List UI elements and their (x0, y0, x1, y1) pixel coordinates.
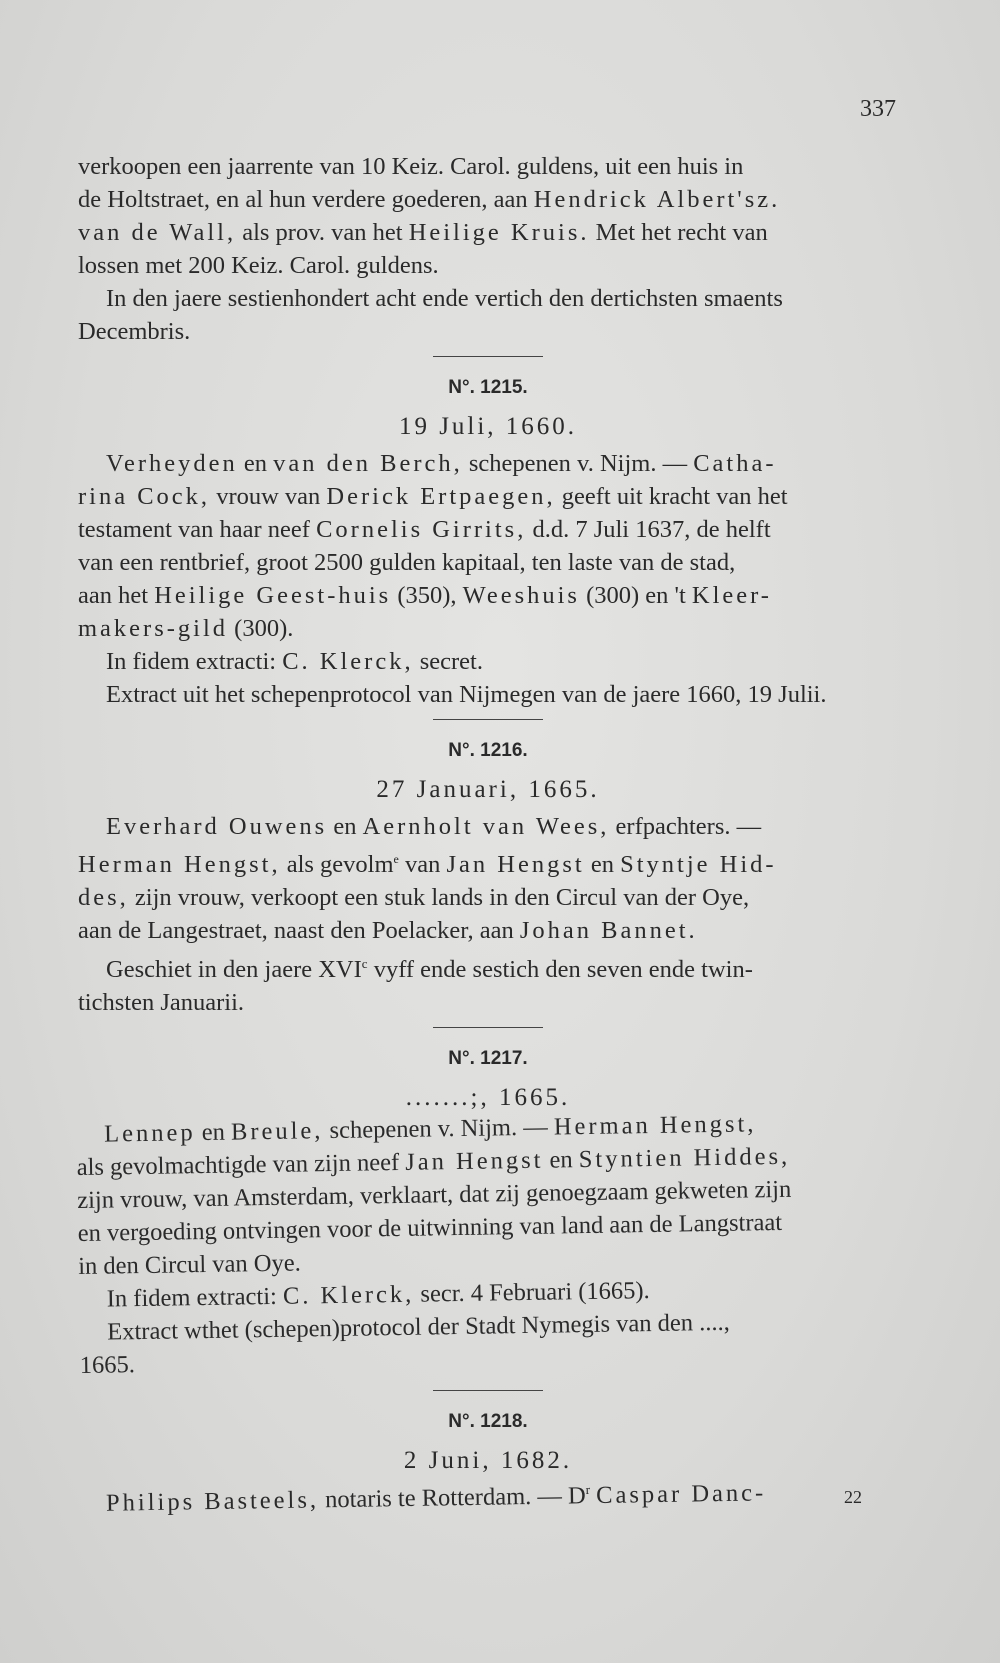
entry-line: tichsten Januarii. (78, 989, 245, 1017)
entry-line: Herman Hengst, als gevolm$^e$ van Jan Hengst en Styntje Hid- (78, 851, 777, 879)
entry-line: Extract uit het schepenprotocol van Nijmegen van de jaere 1660, 19 Julii. (106, 681, 827, 708)
section-divider (433, 1390, 543, 1391)
entry-date: 19 Juli, 1660. (398, 413, 578, 440)
entry-date: 2 Juni, 1682. (403, 1447, 573, 1475)
entry-line: In fidem extracti: C. Klerck, secr. 4 Februari (1665). (106, 1277, 650, 1313)
entry-line: Everhard Ouwens en Aernholt van Wees, erfpachters. — (106, 813, 762, 840)
entry-date: 27 Januari, 1665. (376, 776, 600, 803)
entry-line: Philips Basteels, notaris te Rotterdam. — $D^r$ Caspar Danc- (105, 1479, 767, 1518)
entry-number: N°. 1218. (448, 1411, 528, 1433)
entry-number: N°. 1217. (448, 1048, 528, 1070)
entry-line: makers-gild (300). (78, 615, 294, 642)
entry-line: 1665. (79, 1351, 136, 1380)
entry-body (76, 1105, 900, 1382)
entry-line: als gevolmachtigde van zijn neef Jan Hengst en Styntien Hiddes, (76, 1143, 791, 1182)
entry-number: N°. 1215. (448, 377, 528, 398)
section-divider (433, 1027, 543, 1028)
page-number: 337 (860, 96, 896, 122)
signature-mark: 22 (844, 1487, 862, 1507)
entry-line: Lennep en Breule, schepenen v. Nijm. — Herman Hengst, (103, 1110, 757, 1148)
entry-line: Extract wthet (schepen)protocol der Stadt Nymegis van den ...., (107, 1309, 730, 1346)
intro-line: de Holtstraet, en al hun verdere goederen, aan Hendrick Albert'sz. (78, 186, 781, 213)
entry-date: .......;, 1665. (405, 1084, 571, 1112)
intro-line: lossen met 200 Keiz. Carol. guldens. (78, 252, 439, 279)
section-divider (433, 719, 543, 720)
intro-line: Decembris. (78, 318, 191, 345)
entry-line: zijn vrouw, van Amsterdam, verklaart, dat zij genoegzaam gekweten zijn (77, 1176, 792, 1215)
entry-line: en vergoeding ontvingen voor de uitwinning van land aan de Langstraat (77, 1209, 783, 1248)
section-divider (433, 356, 543, 357)
entry-line: rina Cock, vrouw van Derick Ertpaegen, geeft uit kracht van het (78, 483, 788, 510)
intro-line: verkoopen een jaarrente van 10 Keiz. Carol. guldens, uit een huis in (78, 153, 744, 180)
entry-line: van een rentbrief, groot 2500 gulden kapitaal, ten laste van de stad, (78, 549, 736, 576)
entry-line: In fidem extracti: C. Klerck, secret. (106, 648, 483, 675)
entry-line: in den Circul van Oye. (78, 1249, 301, 1281)
intro-line: van de Wall, als prov. van het Heilige Kruis. Met het recht van (78, 219, 768, 246)
entry-number: N°. 1216. (448, 740, 528, 761)
entry-line: Geschiet in den jaere XVI$^c$ vyff ende sestich den seven ende twin- (106, 956, 753, 984)
entry-line: aan het Heilige Geest-huis (350), Weeshuis (300) en 't Kleer- (78, 582, 772, 609)
entry-line: aan de Langestraet, naast den Poelacker, aan Johan Bannet. (78, 917, 698, 945)
entry-line: testament van haar neef Cornelis Girrits, d.d. 7 Juli 1637, de helft (78, 516, 771, 543)
entry-line: des, zijn vrouw, verkoopt een stuk lands in den Circul van der Oye, (78, 884, 750, 912)
entry-line: Verheyden en van den Berch, schepenen v. Nijm. — Catha- (106, 450, 777, 477)
text-column (78, 150, 898, 1520)
intro-line: In den jaere sestienhondert acht ende vertich den dertichsten smaents (106, 285, 783, 312)
